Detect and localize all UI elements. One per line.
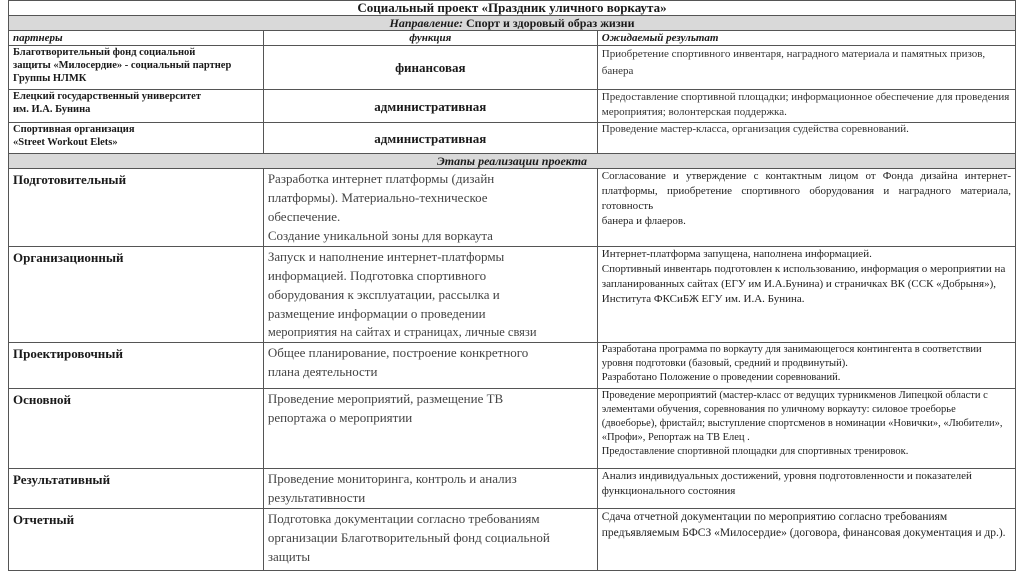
stage-row [9, 343, 1016, 389]
stage-name: Проектировочный [9, 343, 264, 389]
direction-label: Направление: [389, 16, 464, 30]
header-function: функция [263, 31, 597, 46]
header-row [9, 31, 1016, 46]
stage-result: Интернет-платформа запущена, наполнена информацией. Спортивный инвентарь подготовлен к использованию, информация о мероприятии на запланированных сайтах (ЕГУ им И.А.Бунина) и страничках ВК (ССК «Добрыня»), Института ФКСиБЖ ЕГУ им. И.А. Бунина. [597, 247, 1015, 343]
partner-row [9, 90, 1016, 123]
stages-title-row [9, 154, 1016, 169]
stage-result: Сдача отчетной документации по мероприятию согласно требованиям предъявляемым БФСЗ «Милосердие» (договора, финансовая документация и др.). [597, 509, 1015, 571]
stage-description: Проведение мониторинга, контроль и анализ результативности [263, 469, 597, 509]
stages-title: Этапы реализации проекта [9, 154, 1016, 169]
stage-description: Общее планирование, построение конкретного плана деятельности [263, 343, 597, 389]
stage-result: Анализ индивидуальных достижений, уровня подготовленности и показателей функционального состояния [597, 469, 1015, 509]
stage-row [9, 247, 1016, 343]
stage-description: Подготовка документации согласно требованиям организации Благотворительный фонд социальной защиты [263, 509, 597, 571]
stage-name: Отчетный [9, 509, 264, 571]
partner-function: финансовая [263, 46, 597, 90]
stage-result: Согласование и утверждение с контактным лицом от Фонда дизайна интернет-платформы, приобретение спортивного оборудования и наградного материала, готовность банера и флаеров. [597, 169, 1015, 247]
stage-row [9, 469, 1016, 509]
stage-name: Организационный [9, 247, 264, 343]
partner-result: Проведение мастер-класса, организация судейства соревнований. [597, 123, 1015, 154]
stage-result: Проведение мероприятий (мастер-класс от ведущих турникменов Липецкой области с элементами обучения, соревнования по уличному воркауту: силовое троеборье (двоеборье), фристайл; выступление спортсменов в номинации «Новички», «Любители», «Профи», Репортаж на ТВ Елец . Предоставление спортивной площадки для спортивных тренировок. [597, 389, 1015, 469]
partner-result: Предоставление спортивной площадки; информационное обеспечение для проведения мероприятия; волонтерская поддержка. [597, 90, 1015, 123]
partner-function: административная [263, 90, 597, 123]
project-title: Социальный проект «Праздник уличного воркаута» [9, 1, 1016, 16]
partner-name: Елецкий государственный университет им. И.А. Бунина [9, 90, 264, 123]
stage-description: Разработка интернет платформы (дизайн платформы). Материально-техническое обеспечение. Создание уникальной зоны для воркаута [263, 169, 597, 247]
stage-description: Проведение мероприятий, размещение ТВ репортажа о мероприятии [263, 389, 597, 469]
stage-row [9, 389, 1016, 469]
stage-result: Разработана программа по воркауту для занимающегося контингента в соответствии уровня подготовки (базовый, средний и продвинутый). Разработано Положение о проведении соревнований. [597, 343, 1015, 389]
header-partners: партнеры [9, 31, 264, 46]
stage-name: Основной [9, 389, 264, 469]
header-result: Ожидаемый результат [597, 31, 1015, 46]
stage-name: Подготовительный [9, 169, 264, 247]
title-row [9, 1, 1016, 16]
stage-description: Запуск и наполнение интернет-платформы информацией. Подготовка спортивного оборудования к эксплуатации, рассылка и размещение информации о проведении мероприятия на сайтах и страницах, личные связи [263, 247, 597, 343]
partner-result: Приобретение спортивного инвентаря, наградного материала и памятных призов, банера [597, 46, 1015, 90]
partner-function: административная [263, 123, 597, 154]
partner-name: Благотворительный фонд социальной защиты «Милосердие» - социальный партнер Группы НЛМК [9, 46, 264, 90]
stage-name: Результативный [9, 469, 264, 509]
direction-value: Спорт и здоровый образ жизни [466, 16, 635, 30]
partner-row [9, 46, 1016, 90]
partner-name: Спортивная организация «Street Workout Elets» [9, 123, 264, 154]
stage-row [9, 509, 1016, 571]
stage-row [9, 169, 1016, 247]
partner-row [9, 123, 1016, 154]
direction-row [9, 16, 1016, 31]
project-table [8, 0, 1016, 571]
